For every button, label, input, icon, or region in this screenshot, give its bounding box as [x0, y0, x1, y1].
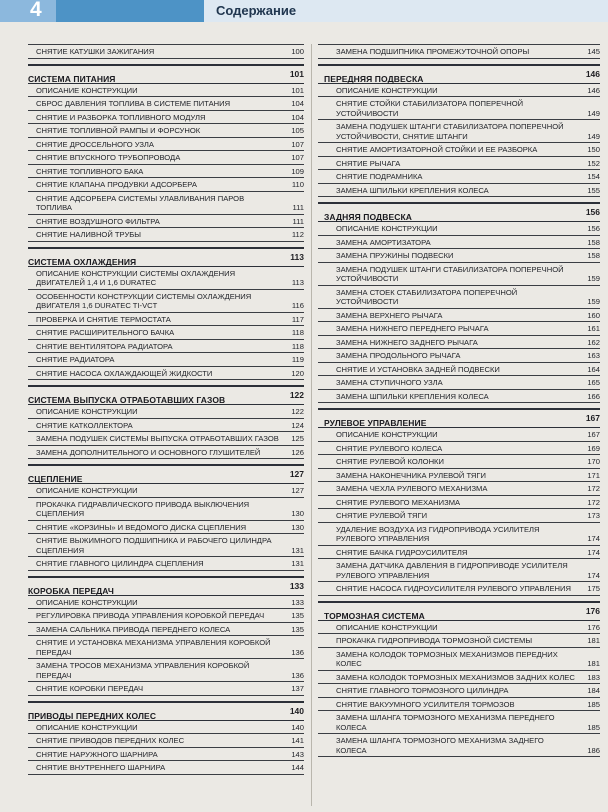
toc-entry[interactable] — [28, 623, 304, 637]
entry-label: СНЯТИЕ И УСТАНОВКА ЗАДНЕЙ ПОДВЕСКИ — [336, 364, 500, 374]
entry-page-number: 175 — [587, 584, 600, 593]
entry-label: СНЯТИЕ ВПУСКНОГО ТРУБОПРОВОДА — [36, 153, 181, 162]
toc-entry[interactable] — [318, 97, 600, 120]
toc-entry[interactable] — [318, 157, 600, 171]
section-header[interactable] — [318, 64, 600, 84]
entry-page-number: 130 — [291, 509, 304, 518]
entry-label: СНЯТИЕ ВЕНТИЛЯТОРА РАДИАТОРА — [36, 341, 173, 351]
section-header[interactable] — [28, 64, 304, 84]
toc-entry[interactable] — [318, 482, 600, 496]
toc-entry[interactable] — [28, 138, 304, 152]
toc-entry[interactable] — [318, 634, 600, 648]
toc-entry[interactable] — [28, 290, 304, 313]
entry-label: ЗАМЕНА КОЛОДОК ТОРМОЗНЫХ МЕХАНИЗМОВ ЗАДНИХ КОЛЕС — [336, 672, 575, 682]
entry-label: СНЯТИЕ АМОРТИЗАТОРНОЙ СТОЙКИ И ЕЕ РАЗБОРКА — [336, 145, 538, 154]
toc-entry[interactable] — [318, 263, 600, 286]
entry-label: ЗАМЕНА ШЛАНГА ТОРМОЗНОГО МЕХАНИЗМА ЗАДНЕГО КОЛЕСА — [336, 736, 544, 755]
entry-page-number: 164 — [587, 364, 600, 374]
entry-label: СНЯТИЕ БАЧКА ГИДРОУСИЛИТЕЛЯ — [336, 547, 468, 557]
section-page-number: 146 — [585, 68, 600, 79]
toc-entry[interactable] — [318, 442, 600, 456]
toc-entry[interactable] — [318, 143, 600, 157]
entry-label: УДАЛЕНИЕ ВОЗДУХА ИЗ ГИДРОПРИВОДА УСИЛИТЕЛЯ РУЛЕВОГО УПРАВЛЕНИЯ — [336, 524, 540, 543]
entry-page-number: 166 — [587, 391, 600, 401]
entry-label: СНЯТИЕ РУЛЕВОЙ ТЯГИ — [336, 511, 428, 520]
toc-entry[interactable] — [28, 405, 304, 419]
column-divider — [311, 44, 312, 806]
entry-page-number: 149 — [587, 108, 600, 118]
entry-label: ЗАМЕНА КОЛОДОК ТОРМОЗНЫХ МЕХАНИЗМОВ ПЕРЕДНИХ КОЛЕС — [336, 649, 558, 668]
toc-entry[interactable] — [318, 698, 600, 712]
entry-label: ЗАМЕНА НИЖНЕГО ЗАДНЕГО РЫЧАГА — [336, 337, 478, 347]
section-title: СЦЕПЛЕНИЕ — [28, 474, 83, 484]
entry-page-number: 174 — [587, 534, 600, 543]
toc-entry[interactable] — [318, 582, 600, 596]
entry-label: ЗАМЕНА ШЛАНГА ТОРМОЗНОГО МЕХАНИЗМА ПЕРЕДНЕГО КОЛЕСА — [336, 713, 555, 732]
toc-entry[interactable] — [318, 559, 600, 582]
entry-page-number: 116 — [291, 301, 304, 310]
toc-entry[interactable] — [28, 682, 304, 696]
entry-label: ЗАМЕНА ПРОДОЛЬНОГО РЫЧАГА — [336, 351, 461, 360]
section-header[interactable] — [318, 601, 600, 621]
entry-page-number: 122 — [291, 407, 304, 416]
entry-page-number: 156 — [587, 224, 600, 233]
toc-entry[interactable] — [28, 484, 304, 498]
entry-page-number: 165 — [587, 378, 600, 387]
toc-section — [318, 44, 600, 59]
entry-label: СНЯТИЕ РУЛЕВОГО МЕХАНИЗМА — [336, 497, 461, 507]
entry-page-number: 109 — [291, 166, 304, 176]
toc-entry[interactable] — [28, 596, 304, 610]
entry-page-number: 183 — [587, 672, 600, 682]
section-title: ЗАДНЯЯ ПОДВЕСКА — [324, 212, 412, 222]
toc-entry[interactable] — [318, 170, 600, 184]
entry-label: ОПИСАНИЕ КОНСТРУКЦИИ — [336, 224, 438, 233]
toc-entry[interactable] — [28, 498, 304, 521]
toc-entry[interactable] — [28, 609, 304, 623]
entry-page-number: 161 — [587, 324, 600, 333]
entry-page-number: 149 — [587, 131, 600, 141]
entry-label: СНЯТИЕ КЛАПАНА ПРОДУВКИ АДСОРБЕРА — [36, 180, 197, 189]
entry-page-number: 140 — [291, 722, 304, 732]
section-title: РУЛЕВОЕ УПРАВЛЕНИЕ — [324, 418, 427, 428]
entry-label: СБРОС ДАВЛЕНИЯ ТОПЛИВА В СИСТЕМЕ ПИТАНИЯ — [36, 99, 231, 108]
page-number-box — [0, 0, 56, 22]
entry-label: СНЯТИЕ ТОПЛИВНОГО БАКА — [36, 166, 144, 176]
toc-entry[interactable] — [318, 523, 600, 546]
entry-label: ОПИСАНИЕ КОНСТРУКЦИИ СИСТЕМЫ ОХЛАЖДЕНИЯ ДВИГАТЕЛЕЙ 1,4 И 1,6 DURATEC — [36, 268, 236, 287]
entry-page-number: 171 — [587, 470, 600, 480]
entry-label: СНЯТИЕ ВОЗДУШНОГО ФИЛЬТРА — [36, 216, 160, 226]
entry-page-number: 126 — [291, 447, 304, 457]
entry-page-number: 133 — [291, 597, 304, 607]
toc-entry[interactable] — [318, 711, 600, 734]
entry-page-number: 130 — [291, 522, 304, 532]
toc-entry[interactable] — [28, 340, 304, 354]
toc-entry[interactable] — [28, 534, 304, 557]
entry-page-number: 169 — [587, 443, 600, 453]
entry-page-number: 137 — [291, 684, 304, 693]
entry-page-number: 111 — [292, 216, 304, 226]
right-column — [318, 44, 600, 762]
entry-page-number: 105 — [291, 126, 304, 135]
entry-page-number: 112 — [291, 230, 304, 239]
entry-label: ЗАМЕНА ВЕРХНЕГО РЫЧАГА — [336, 310, 443, 320]
entry-page-number: 154 — [587, 172, 600, 181]
entry-label: СНЯТИЕ ВАКУУМНОГО УСИЛИТЕЛЯ ТОРМОЗОВ — [336, 699, 515, 709]
entry-label: СНЯТИЕ ПОДРАМНИКА — [336, 172, 423, 181]
entry-page-number: 159 — [587, 274, 600, 283]
toc-entry[interactable] — [318, 363, 600, 377]
entry-page-number: 158 — [587, 237, 600, 247]
entry-page-number: 150 — [587, 145, 600, 154]
entry-label: ОСОБЕННОСТИ КОНСТРУКЦИИ СИСТЕМЫ ОХЛАЖДЕНИЯ ДВИГАТЕЛЯ 1,6 DURATEC TI-VCT — [36, 291, 252, 310]
toc-entry[interactable] — [28, 44, 304, 59]
toc-section — [28, 464, 304, 571]
entry-page-number: 172 — [587, 497, 600, 507]
entry-label: ЗАМЕНА ДАТЧИКА ДАВЛЕНИЯ В ГИДРОПРИВОДЕ УСИЛИТЕЛЯ РУЛЕВОГО УПРАВЛЕНИЯ — [336, 561, 568, 580]
entry-label: СНЯТИЕ РАСШИРИТЕЛЬНОГО БАЧКА — [36, 328, 175, 337]
entry-page-number: 104 — [291, 112, 304, 122]
entry-page-number: 176 — [587, 622, 600, 632]
section-header[interactable] — [28, 385, 304, 405]
entry-page-number: 181 — [587, 659, 600, 668]
toc-entry[interactable] — [28, 521, 304, 535]
entry-label: СНЯТИЕ ПРИВОДОВ ПЕРЕДНИХ КОЛЕС — [36, 736, 185, 745]
section-header[interactable] — [318, 408, 600, 428]
entry-label: СНЯТИЕ РУЛЕВОЙ КОЛОНКИ — [336, 457, 444, 466]
toc-section — [318, 64, 600, 198]
toc-section — [318, 601, 600, 758]
section-title: ТОРМОЗНАЯ СИСТЕМА — [324, 610, 425, 621]
toc-entry[interactable] — [318, 671, 600, 685]
entry-label: СНЯТИЕ НАЛИВНОЙ ТРУБЫ — [36, 230, 141, 239]
section-title: СИСТЕМА ОХЛАЖДЕНИЯ — [28, 256, 137, 267]
entry-label: СНЯТИЕ РАДИАТОРА — [36, 355, 115, 364]
page-number: 4 — [30, 0, 42, 21]
entry-label: ОПИСАНИЕ КОНСТРУКЦИИ — [336, 430, 438, 439]
toc-entry[interactable] — [28, 367, 304, 381]
entry-page-number: 152 — [587, 158, 600, 168]
entry-page-number: 173 — [587, 511, 600, 520]
toc-entry[interactable] — [318, 621, 600, 635]
entry-label: СНЯТИЕ ДРОССЕЛЬНОГО УЗЛА — [36, 139, 154, 149]
entry-label: ЗАМЕНА САЛЬНИКА ПРИВОДА ПЕРЕДНЕГО КОЛЕСА — [36, 624, 231, 634]
entry-label: СНЯТИЕ И РАЗБОРКА ТОПЛИВНОГО МОДУЛЯ — [36, 112, 206, 122]
entry-label: ЗАМЕНА ПОДУШЕК ШТАНГИ СТАБИЛИЗАТОРА ПОПЕРЕЧНОЙ УСТОЙЧИВОСТИ, СНЯТИЕ ШТАНГИ — [336, 122, 564, 141]
entry-page-number: 185 — [587, 699, 600, 709]
entry-page-number: 127 — [291, 486, 304, 495]
entry-page-number: 125 — [291, 434, 304, 443]
toc-entry[interactable] — [318, 184, 600, 198]
toc-entry[interactable] — [28, 432, 304, 446]
section-title: ПРИВОДЫ ПЕРЕДНИХ КОЛЕС — [28, 710, 157, 721]
entry-label: СНЯТИЕ НАСОСА ГИДРОУСИЛИТЕЛЯ РУЛЕВОГО УПРАВЛЕНИЯ — [336, 584, 571, 593]
entry-label: СНЯТИЕ «КОРЗИНЫ» И ВЕДОМОГО ДИСКА СЦЕПЛЕНИЯ — [36, 522, 247, 532]
entry-page-number: 160 — [587, 310, 600, 320]
toc-entry[interactable] — [318, 734, 600, 757]
entry-page-number: 155 — [587, 185, 600, 195]
entry-label: СНЯТИЕ КАТУШКИ ЗАЖИГАНИЯ — [36, 47, 155, 56]
entry-page-number: 107 — [291, 139, 304, 149]
entry-page-number: 136 — [291, 647, 304, 657]
toc-entry[interactable] — [318, 349, 600, 363]
entry-page-number: 131 — [291, 545, 304, 555]
toc-entry[interactable] — [28, 84, 304, 98]
entry-page-number: 143 — [291, 749, 304, 759]
section-header[interactable] — [28, 576, 304, 596]
section-title: ПЕРЕДНЯЯ ПОДВЕСКА — [324, 73, 424, 84]
toc-entry[interactable] — [28, 721, 304, 735]
entry-page-number: 104 — [291, 99, 304, 108]
toc-entry[interactable] — [28, 761, 304, 775]
toc-entry[interactable] — [28, 419, 304, 433]
entry-page-number: 120 — [291, 368, 304, 378]
entry-label: СНЯТИЕ КОРОБКИ ПЕРЕДАЧ — [36, 684, 144, 693]
entry-page-number: 146 — [587, 85, 600, 95]
section-title: СИСТЕМА ПИТАНИЯ — [28, 73, 116, 84]
toc-entry[interactable] — [28, 178, 304, 192]
entry-label: ЗАМЕНА ПОДШИПНИКА ПРОМЕЖУТОЧНОЙ ОПОРЫ — [336, 47, 530, 56]
toc-entry[interactable] — [318, 249, 600, 263]
entry-label: СНЯТИЕ ГЛАВНОГО ЦИЛИНДРА СЦЕПЛЕНИЯ — [36, 559, 204, 568]
entry-page-number: 117 — [291, 314, 304, 324]
entry-page-number: 101 — [291, 85, 304, 95]
entry-page-number: 107 — [291, 153, 304, 162]
toc-section — [318, 408, 600, 596]
entry-label: ОПИСАНИЕ КОНСТРУКЦИИ — [36, 597, 138, 607]
entry-page-number: 124 — [291, 420, 304, 430]
section-header[interactable] — [28, 464, 304, 484]
entry-page-number: 136 — [291, 670, 304, 680]
toc-section — [28, 44, 304, 59]
entry-label: ЗАМЕНА НИЖНЕГО ПЕРЕДНЕГО РЫЧАГА — [336, 324, 489, 333]
entry-page-number: 141 — [291, 736, 304, 745]
entry-label: ЗАМЕНА ПРУЖИНЫ ПОДВЕСКИ — [336, 251, 454, 260]
entry-label: СНЯТИЕ КАТКОЛЛЕКТОРА — [36, 420, 133, 430]
toc-entry[interactable] — [318, 496, 600, 510]
toc-section — [28, 385, 304, 459]
entry-label: ЗАМЕНА ШПИЛЬКИ КРЕПЛЕНИЯ КОЛЕСА — [336, 185, 489, 195]
entry-page-number: 135 — [291, 611, 304, 620]
entry-label: СНЯТИЕ ГЛАВНОГО ТОРМОЗНОГО ЦИЛИНДРА — [336, 686, 509, 695]
section-page-number: 101 — [289, 68, 304, 79]
toc-entry[interactable] — [318, 455, 600, 469]
entry-page-number: 170 — [587, 457, 600, 466]
section-page-number: 113 — [290, 251, 304, 262]
entry-label: ПРОКАЧКА ГИДРАВЛИЧЕСКОГО ПРИВОДА ВЫКЛЮЧЕНИЯ СЦЕПЛЕНИЯ — [36, 499, 250, 518]
section-page-number: 140 — [289, 705, 304, 716]
entry-label: СНЯТИЕ ВЫЖИМНОГО ПОДШИПНИКА И РАБОЧЕГО ЦИЛИНДРА СЦЕПЛЕНИЯ — [36, 536, 272, 555]
section-page-number: 122 — [289, 390, 304, 400]
toc-section — [318, 202, 600, 403]
toc-entry[interactable] — [318, 390, 600, 404]
entry-page-number: 181 — [587, 636, 600, 645]
toc-entry[interactable] — [28, 748, 304, 762]
toc-entry[interactable] — [318, 509, 600, 523]
entry-label: ЗАМЕНА ПОДУШЕК ШТАНГИ СТАБИЛИЗАТОРА ПОПЕРЕЧНОЙ УСТОЙЧИВОСТИ — [336, 264, 564, 283]
entry-label: ОПИСАНИЕ КОНСТРУКЦИИ — [36, 85, 138, 95]
entry-page-number: 119 — [291, 355, 304, 364]
entry-page-number: 118 — [291, 341, 304, 351]
toc-entry[interactable] — [318, 648, 600, 671]
toc-entry[interactable] — [28, 124, 304, 138]
toc-entry[interactable] — [318, 428, 600, 442]
entry-label: СНЯТИЕ НАРУЖНОГО ШАРНИРА — [36, 749, 158, 759]
toc-entry[interactable] — [28, 326, 304, 340]
toc-entry[interactable] — [28, 734, 304, 748]
entry-page-number: 110 — [291, 180, 304, 189]
toc-entry[interactable] — [318, 546, 600, 560]
entry-label: СНЯТИЕ РУЛЕВОГО КОЛЕСА — [336, 443, 443, 453]
entry-label: ЗАМЕНА НАКОНЕЧНИКА РУЛЕВОЙ ТЯГИ — [336, 470, 486, 480]
entry-page-number: 162 — [587, 337, 600, 347]
entry-page-number: 145 — [587, 47, 600, 56]
toc-entry[interactable] — [318, 322, 600, 336]
toc-entry[interactable] — [28, 97, 304, 111]
toc-entry[interactable] — [318, 44, 600, 59]
toc-entry[interactable] — [28, 111, 304, 125]
entry-label: ЗАМЕНА ПОДУШЕК СИСТЕМЫ ВЫПУСКА ОТРАБОТАВШИХ ГАЗОВ — [36, 434, 279, 443]
entry-label: ОПИСАНИЕ КОНСТРУКЦИИ — [36, 407, 138, 416]
entry-label: ЗАМЕНА ТРОСОВ МЕХАНИЗМА УПРАВЛЕНИЯ КОРОБКОЙ ПЕРЕДАЧ — [36, 661, 250, 680]
entry-label: ЗАМЕНА АМОРТИЗАТОРА — [336, 237, 431, 247]
section-title: СИСТЕМА ВЫПУСКА ОТРАБОТАВШИХ ГАЗОВ — [28, 395, 226, 405]
entry-label: ОПИСАНИЕ КОНСТРУКЦИИ — [36, 722, 138, 732]
section-page-number: 133 — [289, 580, 304, 591]
entry-page-number: 172 — [587, 484, 600, 493]
toc-entry[interactable] — [28, 151, 304, 165]
left-column — [28, 44, 304, 780]
entry-page-number: 113 — [291, 278, 304, 287]
toc-section — [28, 247, 304, 381]
entry-label: ЗАМЕНА СТОЕК СТАБИЛИЗАТОРА ПОПЕРЕЧНОЙ УСТОЙЧИВОСТИ — [336, 287, 518, 306]
entry-page-number: 131 — [291, 559, 304, 568]
toc-entry[interactable] — [318, 309, 600, 323]
toc-entry[interactable] — [28, 215, 304, 229]
section-title: КОРОБКА ПЕРЕДАЧ — [28, 585, 114, 596]
entry-label: ОПИСАНИЕ КОНСТРУКЦИИ — [336, 622, 438, 632]
entry-page-number: 163 — [587, 351, 600, 360]
entry-label: ПРОКАЧКА ГИДРОПРИВОДА ТОРМОЗНОЙ СИСТЕМЫ — [336, 636, 533, 645]
entry-label: ЗАМЕНА ЧЕХЛА РУЛЕВОГО МЕХАНИЗМА — [336, 484, 488, 493]
entry-label: СНЯТИЕ НАСОСА ОХЛАЖДАЮЩЕЙ ЖИДКОСТИ — [36, 368, 213, 378]
entry-page-number: 158 — [587, 251, 600, 260]
entry-label: ОПИСАНИЕ КОНСТРУКЦИИ — [336, 85, 438, 95]
entry-label: СНЯТИЕ РЫЧАГА — [336, 158, 401, 168]
toc-entry[interactable] — [28, 557, 304, 571]
toc-entry[interactable] — [28, 659, 304, 682]
entry-page-number: 118 — [291, 328, 304, 337]
section-header[interactable] — [318, 202, 600, 222]
entry-label: ПРОВЕРКА И СНЯТИЕ ТЕРМОСТАТА — [36, 314, 171, 324]
entry-page-number: 100 — [291, 47, 304, 56]
toc-section — [28, 701, 304, 775]
entry-label: ЗАМЕНА ШПИЛЬКИ КРЕПЛЕНИЯ КОЛЕСА — [336, 391, 489, 401]
header-bar — [0, 0, 608, 22]
toc-entry[interactable] — [318, 286, 600, 309]
toc-entry[interactable] — [318, 120, 600, 143]
entry-page-number: 184 — [587, 686, 600, 695]
title-tab — [204, 0, 608, 22]
entry-page-number: 174 — [587, 547, 600, 557]
toc-entry[interactable] — [318, 336, 600, 350]
entry-label: СНЯТИЕ ВНУТРЕННЕГО ШАРНИРА — [36, 763, 166, 772]
toc-entry[interactable] — [28, 228, 304, 242]
entry-label: ЗАМЕНА СТУПИЧНОГО УЗЛА — [336, 378, 443, 387]
entry-label: ОПИСАНИЕ КОНСТРУКЦИИ — [36, 486, 138, 495]
toc-entry[interactable] — [318, 469, 600, 483]
entry-page-number: 186 — [587, 745, 600, 755]
toc-entry[interactable] — [318, 684, 600, 698]
entry-page-number: 144 — [291, 763, 304, 772]
section-header[interactable] — [28, 247, 304, 267]
entry-page-number: 111 — [292, 203, 304, 212]
toc-entry[interactable] — [318, 84, 600, 98]
toc-entry[interactable] — [318, 222, 600, 236]
entry-page-number: 174 — [587, 570, 600, 580]
section-header[interactable] — [28, 701, 304, 721]
entry-page-number: 135 — [291, 624, 304, 634]
section-page-number: 127 — [289, 469, 304, 479]
section-page-number: 156 — [585, 207, 600, 217]
entry-label: СНЯТИЕ ТОПЛИВНОЙ РАМПЫ И ФОРСУНОК — [36, 126, 201, 135]
toc-entry[interactable] — [28, 192, 304, 215]
entry-page-number: 185 — [587, 722, 600, 732]
toc-entry[interactable] — [28, 267, 304, 290]
toc-section — [28, 64, 304, 242]
entry-label: СНЯТИЕ СТОЙКИ СТАБИЛИЗАТОРА ПОПЕРЕЧНОЙ УСТОЙЧИВОСТИ — [336, 99, 524, 118]
toc-entry[interactable] — [28, 636, 304, 659]
page-title: Содержание — [216, 3, 297, 18]
section-page-number: 176 — [585, 605, 600, 616]
toc-section — [28, 576, 304, 696]
entry-label: СНЯТИЕ И УСТАНОВКА МЕХАНИЗМА УПРАВЛЕНИЯ КОРОБКОЙ ПЕРЕДАЧ — [36, 638, 271, 657]
toc-entry[interactable] — [28, 446, 304, 460]
entry-label: ЗАМЕНА ДОПОЛНИТЕЛЬНОГО И ОСНОВНОГО ГЛУШИТЕЛЕЙ — [36, 447, 261, 457]
entry-page-number: 159 — [587, 297, 600, 306]
entry-page-number: 167 — [587, 430, 600, 439]
toc-entry[interactable] — [28, 313, 304, 327]
entry-label: РЕГУЛИРОВКА ПРИВОДА УПРАВЛЕНИЯ КОРОБКОЙ ПЕРЕДАЧ — [36, 611, 265, 620]
toc-entry[interactable] — [28, 353, 304, 367]
toc-entry[interactable] — [28, 165, 304, 179]
entry-label: СНЯТИЕ АДСОРБЕРА СИСТЕМЫ УЛАВЛИВАНИЯ ПАРОВ ТОПЛИВА — [36, 193, 245, 212]
toc-entry[interactable] — [318, 236, 600, 250]
toc-entry[interactable] — [318, 376, 600, 390]
section-page-number: 167 — [585, 413, 600, 423]
